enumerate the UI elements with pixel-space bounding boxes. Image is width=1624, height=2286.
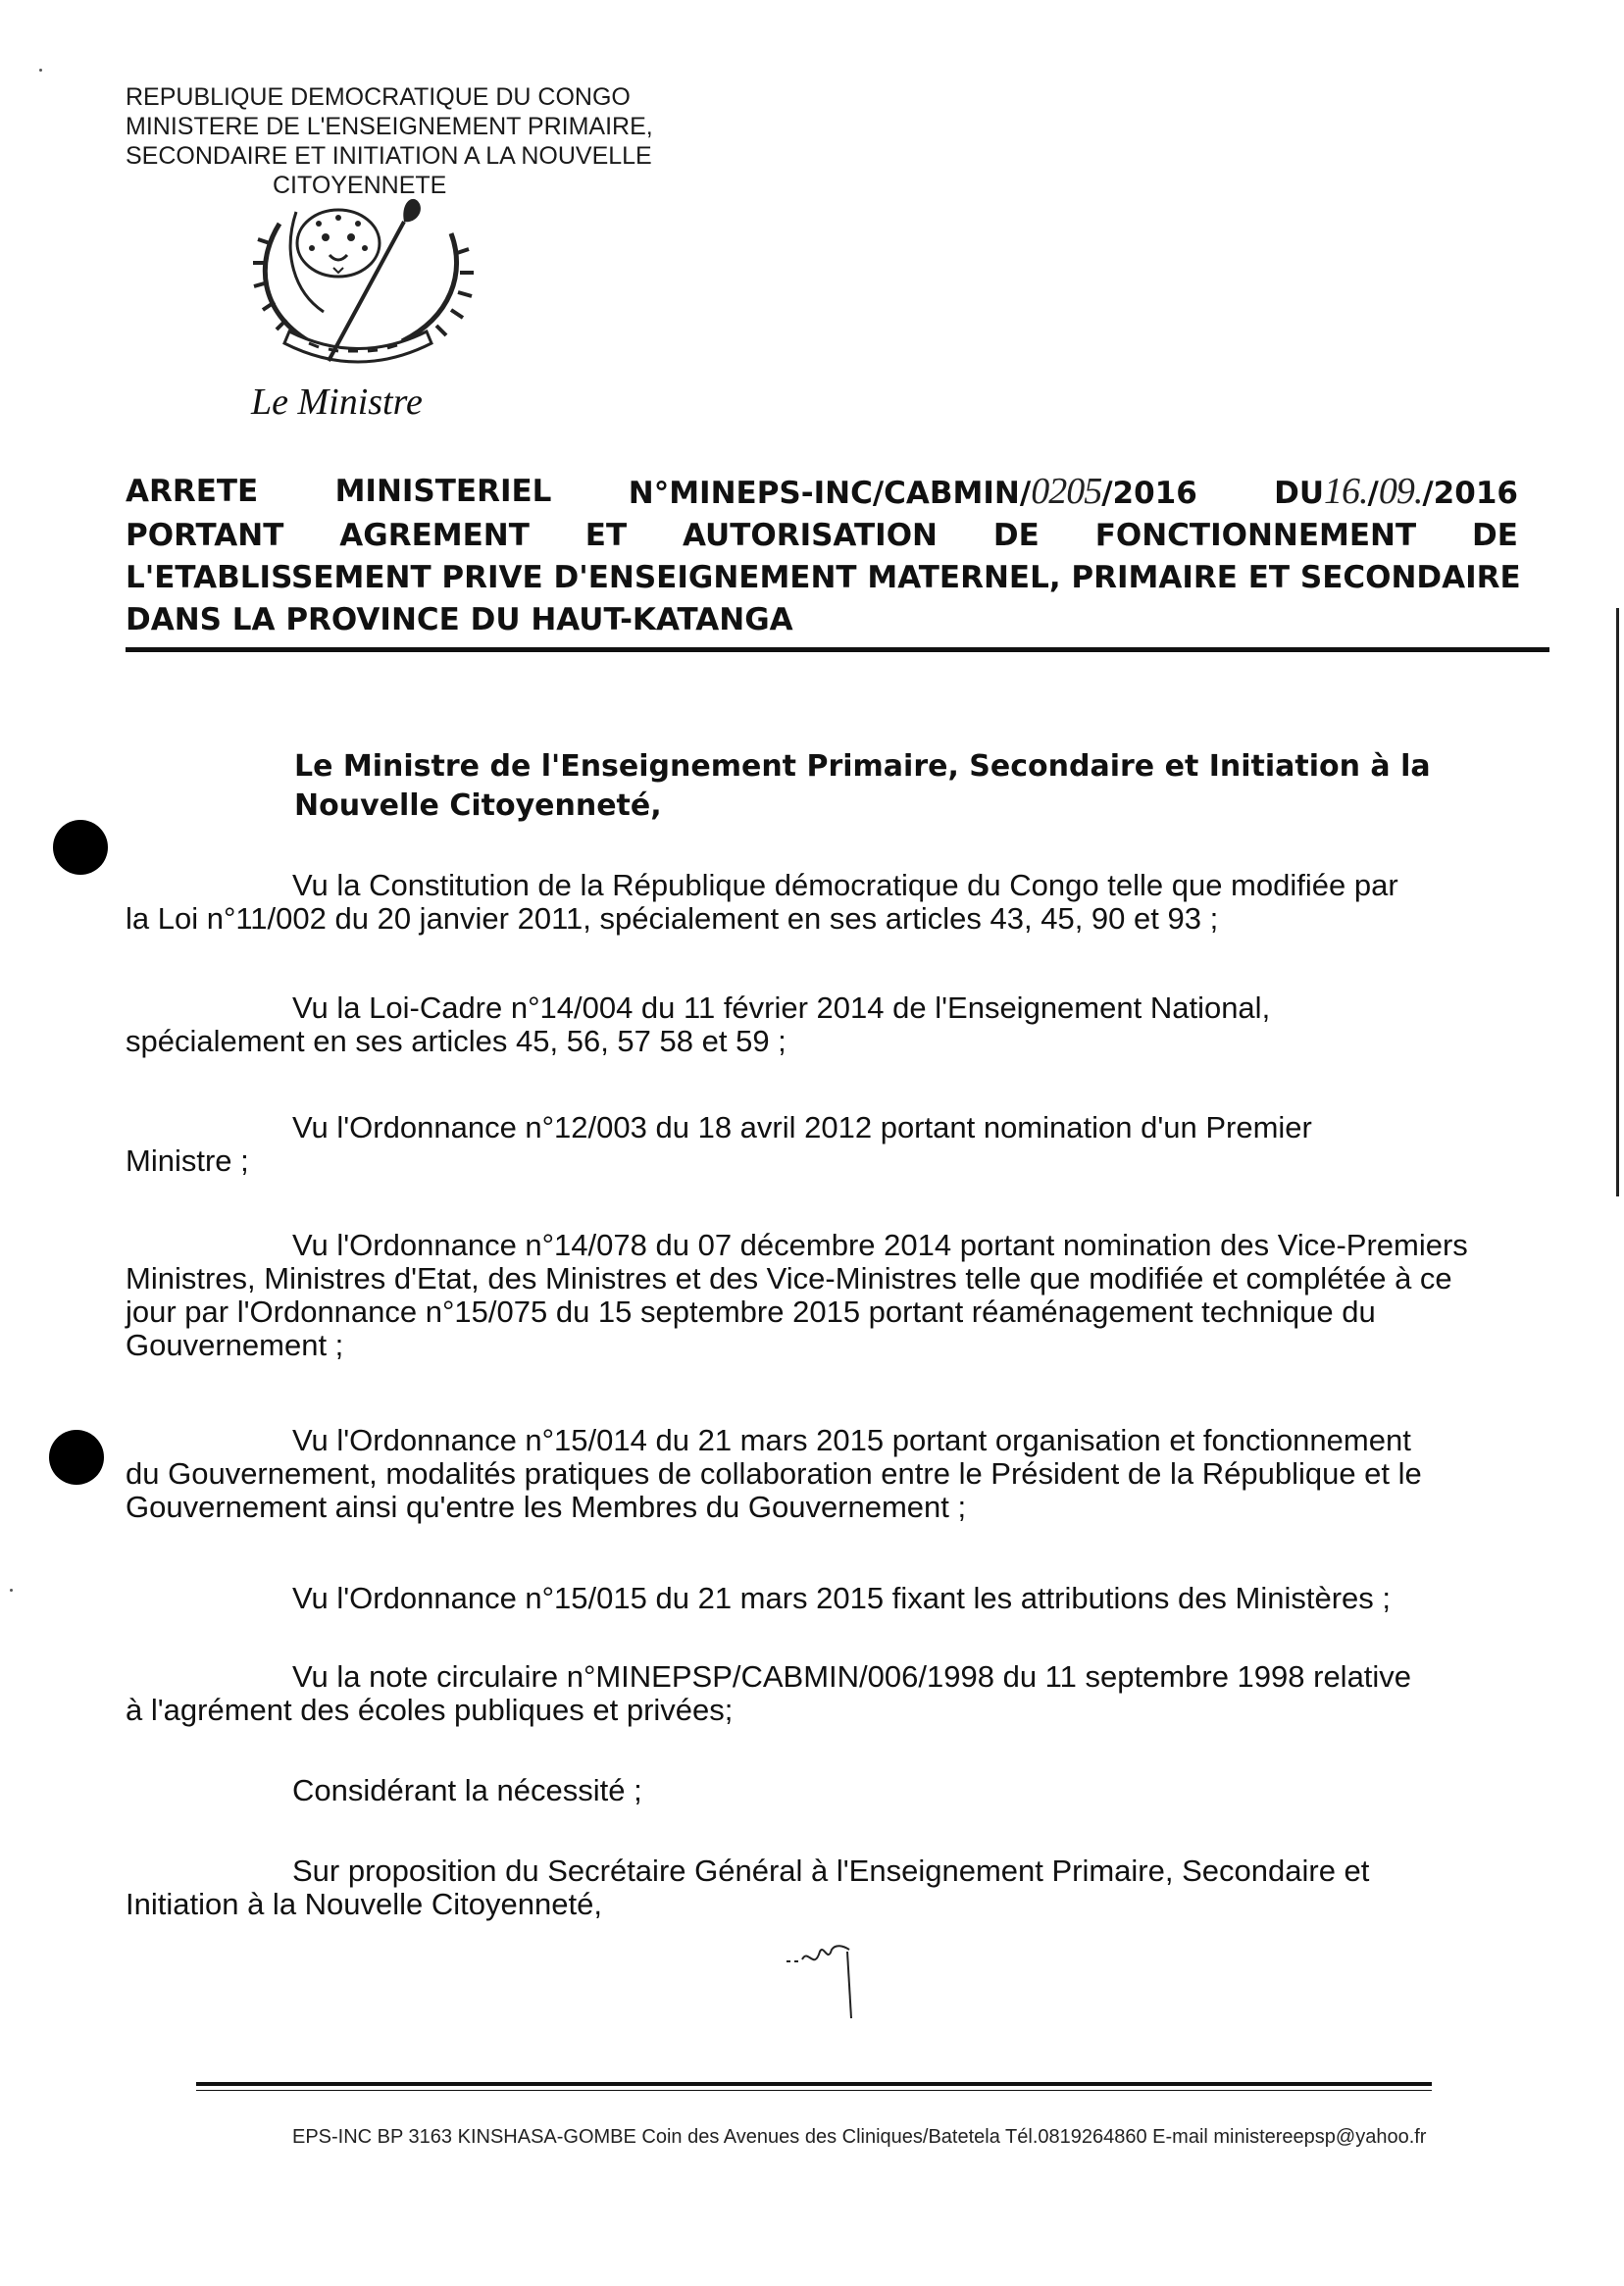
paragraph-line: du Gouvernement, modalités pratiques de collaboration entre le Président de la République et le (126, 1456, 1422, 1491)
paragraph-line: Vu la Loi-Cadre n°14/004 du 11 février 2014 de l'Enseignement National, (292, 991, 1271, 1025)
margin-mark (1616, 608, 1619, 1196)
handwritten-number: 0205 (1031, 471, 1102, 512)
paragraph-line: Vu l'Ordonnance n°14/078 du 07 décembre 2014 portant nomination des Vice-Premiers (292, 1228, 1468, 1262)
scan-speck (39, 69, 42, 72)
footer-contact: EPS-INC BP 3163 KINSHASA-GOMBE Coin des Avenues des Cliniques/Batetela Tél.0819264860 E-mail ministereepsp@yahoo.fr (292, 2126, 1427, 2148)
letterhead-line-2: MINISTERE DE L'ENSEIGNEMENT PRIMAIRE, (126, 113, 653, 140)
footer-divider-thin (196, 2090, 1432, 2091)
paragraph-line: Initiation à la Nouvelle Citoyenneté, (126, 1887, 602, 1921)
date-separator: / (1367, 476, 1379, 511)
title-line-3: L'ETABLISSEMENT PRIVE D'ENSEIGNEMENT MATERNEL, PRIMAIRE ET SECONDAIRE (126, 560, 1521, 595)
footer-divider (196, 2082, 1432, 2086)
handwritten-month: 09. (1378, 471, 1423, 512)
decree-number (629, 471, 1197, 515)
paragraph-line: spécialement en ses articles 45, 56, 57 58 et 59 ; (126, 1024, 787, 1058)
decree-year: /2016 (1101, 476, 1197, 511)
decree-title (126, 471, 1521, 641)
title-word: PORTANT (126, 518, 284, 553)
minister-heading (294, 747, 1520, 826)
paragraph-line: Vu la Constitution de la République démocratique du Congo telle que modifiée par (292, 868, 1398, 902)
minister-heading-line-2: Nouvelle Citoyenneté, (294, 788, 662, 823)
punch-hole (53, 820, 108, 875)
decree-date (1274, 471, 1518, 515)
paragraph-line: à l'agrément des écoles publiques et privées; (126, 1693, 734, 1727)
title-word: ARRETE (126, 474, 259, 509)
paragraph-constitution (126, 869, 1518, 936)
coat-of-arms-emblem (235, 194, 481, 373)
paragraph-attributions: Vu l'Ordonnance n°15/015 du 21 mars 2015 fixant les attributions des Ministères ; (292, 1581, 1392, 1615)
title-line-4: DANS LA PROVINCE DU HAUT-KATANGA (126, 602, 793, 637)
title-divider (126, 647, 1549, 652)
paragraph-note-circulaire (126, 1660, 1518, 1727)
paragraph-line: la Loi n°11/002 du 20 janvier 2011, spécialement en ses articles 43, 45, 90 et 93 ; (126, 901, 1219, 936)
title-word: AUTORISATION (682, 518, 938, 553)
title-word: DE (992, 518, 1040, 553)
punch-hole (49, 1430, 104, 1485)
paragraph-considerant: Considérant la nécessité ; (292, 1773, 642, 1807)
paragraph-proposition (126, 1854, 1518, 1921)
title-word: ET (584, 518, 628, 553)
paragraph-line: Gouvernement ; (126, 1328, 344, 1362)
date-year: /2016 (1422, 476, 1518, 511)
paragraph-line: Gouvernement ainsi qu'entre les Membres du Gouvernement ; (126, 1490, 967, 1524)
scan-speck (10, 1589, 13, 1592)
title-line-2 (126, 515, 1518, 557)
paragraph-line: jour par l'Ordonnance n°15/075 du 15 septembre 2015 portant réaménagement technique du (126, 1295, 1376, 1329)
title-word: MINISTERIEL (334, 474, 552, 509)
title-word: DE (1472, 518, 1518, 553)
letterhead-line-4: CITOYENNETE (273, 172, 447, 199)
paragraph-line: Vu l'Ordonnance n°12/003 du 18 avril 2012 portant nomination d'un Premier (292, 1110, 1312, 1144)
paragraph-line: Ministres, Ministres d'Etat, des Ministres et des Vice-Ministres telle que modifiée et complétée à ce (126, 1261, 1452, 1295)
letterhead (126, 82, 714, 200)
title-word: AGREMENT (339, 518, 530, 553)
paragraph-line: Vu l'Ordonnance n°15/014 du 21 mars 2015 portant organisation et fonctionnement (292, 1423, 1411, 1457)
paragraph-line: Sur proposition du Secrétaire Général à l'Enseignement Primaire, Secondaire et (292, 1854, 1370, 1888)
paragraph-ordonnance-premier-ministre (126, 1111, 1518, 1178)
paragraph-line: Ministre ; (126, 1143, 249, 1178)
minister-heading-line-1: Le Ministre de l'Enseignement Primaire, Secondaire et Initiation à la (294, 749, 1431, 784)
letterhead-line-1: REPUBLIQUE DEMOCRATIQUE DU CONGO (126, 83, 631, 111)
letterhead-line-3: SECONDAIRE ET INITIATION A LA NOUVELLE (126, 142, 652, 170)
paragraph-ordonnance-organisation (126, 1424, 1518, 1524)
title-word: FONCTIONNEMENT (1094, 518, 1417, 553)
title-line-1 (126, 471, 1518, 515)
initials-signature (785, 1942, 863, 2020)
paragraph-loi-cadre (126, 991, 1518, 1058)
handwritten-day: 16. (1324, 471, 1368, 512)
decree-number-prefix: N°MINEPS-INC/CABMIN/ (628, 476, 1032, 511)
paragraph-ordonnance-gouvernement (126, 1229, 1518, 1362)
paragraph-line: Vu la note circulaire n°MINEPSP/CABMIN/006/1998 du 11 septembre 1998 relative (292, 1659, 1412, 1694)
signature-title: Le Ministre (251, 381, 423, 423)
date-prefix: DU (1274, 476, 1325, 511)
